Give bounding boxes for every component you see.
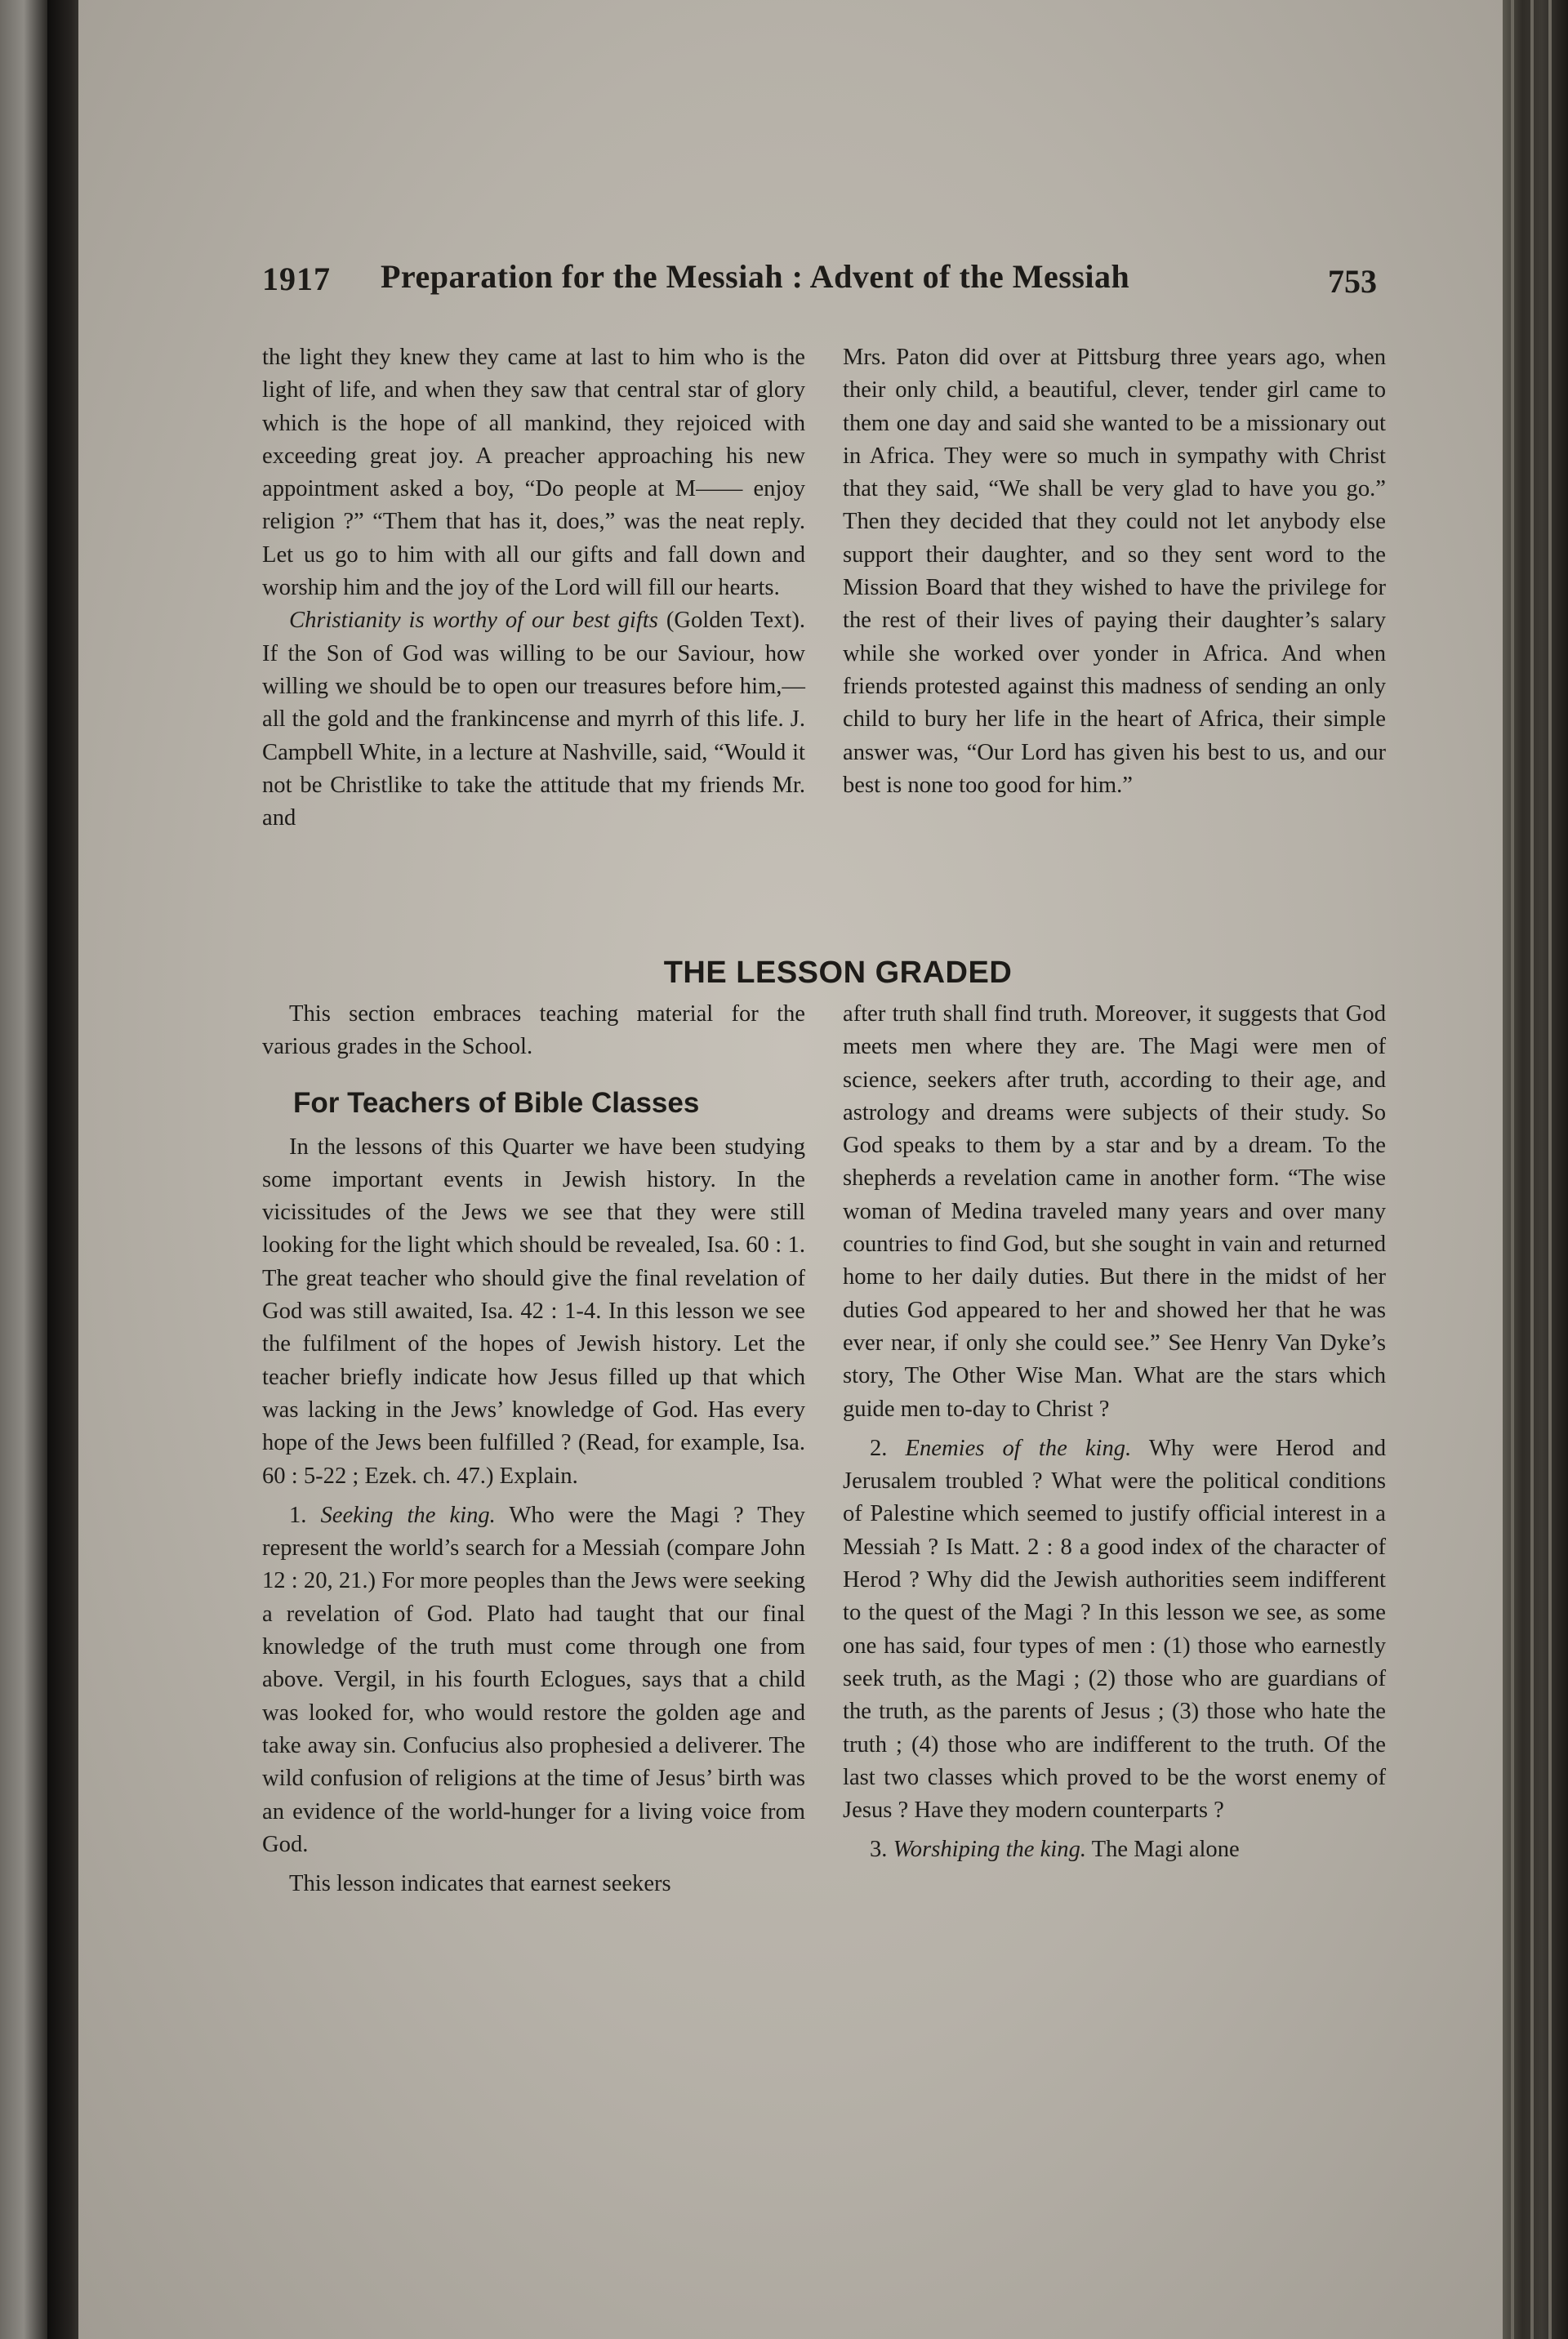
book-page xyxy=(78,0,1503,2339)
paragraph-gap xyxy=(262,1861,805,1868)
paragraph-text: Why were Herod and Jerusalem troubled ? What were the political conditions of Palestine which seemed to justify official interest in a Messiah ? Is Matt. 2 : 8 a good index of the character of Herod ? Why did the Jewish authorities seem indifferent to the quest of the Magi ? In this lesson we see, as some one has said, four types of men : (1) those who earnestly seek truth, as the Magi ; (2) those who are guardians of the truth, as the parents of Jesus ; (3) those who hate the truth ; (4) those who are indifferent to the truth. Of the last two classes which proved to be the worst enemy of Jesus ? Have they modern counterparts ? xyxy=(843,1435,1386,1824)
book-gutter xyxy=(47,0,82,2339)
item-number: 3. xyxy=(870,1837,893,1863)
page-stack-edge xyxy=(1503,0,1568,2339)
paragraph-text: (Golden Text). If the Son of God was willing to be our Saviour, how willing we should be to open our treasures before him,—all the gold and the frankincense and myrrh of this life. J. Campbell White, in a lecture at Nashville, said, “Would it not be Christlike to take the attitude that my friends Mr. and xyxy=(262,608,805,831)
subsection-title: For Teachers of Bible Classes xyxy=(293,1086,700,1119)
item-heading: Enemies of the king. xyxy=(905,1435,1132,1461)
paragraph xyxy=(843,1432,1386,1828)
bottom-right-column xyxy=(843,998,1386,1867)
page-edge-line xyxy=(1548,0,1552,2339)
paragraph-gap xyxy=(262,1493,805,1499)
facing-page-edge xyxy=(0,0,47,2339)
page-edge-line xyxy=(1511,0,1514,2339)
paragraph xyxy=(262,1499,805,1861)
paragraph-text: The Magi alone xyxy=(1086,1837,1240,1863)
paragraph: after truth shall find truth. Moreover, it suggests that God meets men where they are. The Magi were men of science, seekers after truth, according to their age, and astrology and dreams were subjects of their study. So God speaks to them by a star and by a dream. To the shepherds a revelation came in another form. “The wise woman of Medina traveled many years and over many countries to find God, but she sought in vain and returned home to her daily duties. But there in the midst of her duties God appeared to her and showed her that he was ever near, if only she could see.” See Henry Van Dyke’s story, The Other Wise Man. What are the stars which guide men to-day to Christ ? xyxy=(843,1001,1386,1422)
paragraph: the light they knew they came at last to him who is the light of life, and when they saw that central star of glory which is the hope of all mankind, they rejoiced with exceeding great joy. A preacher approaching his new appointment asked a boy, “Do people at M—— enjoy religion ?” “Them that has it, does,” was the neat reply. Let us go to him with all our gifts and fall down and worship him and the joy of the Lord will fill our hearts. xyxy=(262,345,805,601)
paragraph: Mrs. Paton did over at Pittsburg three years ago, when their only child, a beautiful, clever, tender girl came to them one day and said she wanted to be a missionary out in Africa. They were so much in sympathy with Christ that they said, “We shall be very glad to have you go.” Then they decided that they could not let anybody else support their daughter, and so they sent word to the Mission Board that they wished to have the privilege for the rest of their lives of paying their daughter’s salary while she worked over yonder in Africa. And when friends protested against this madness of sending an only child to bury her life in the heart of Africa, their simple answer was, “Our Lord has given his best to us, and our best is none too good for him.” xyxy=(843,345,1386,798)
running-head xyxy=(185,253,1385,310)
section-heading: THE LESSON GRADED xyxy=(663,956,1013,990)
paragraph: In the lessons of this Quarter we have been studying some important events in Jewish history. In the vicissitudes of the Jews we see that they were still looking for the light which should be revealed, Isa. 60 : 1. The great teacher who should give the final revelation of God was still awaited, Isa. 42 : 1-4. In this lesson we see the fulfilment of the hopes of Jewish history. Let the teacher briefly indicate how Jesus filled up that which was lacking in the Jews’ knowledge of God. Has every hope of the Jews been fulfilled ? (Read, for example, Isa. 60 : 5-22 ; Ezek. ch. 47.) Explain. xyxy=(262,1134,805,1489)
paragraph: This lesson indicates that earnest seekers xyxy=(289,1871,671,1897)
running-head-title: Preparation for the Messiah : Advent of the Messiah xyxy=(381,258,1130,295)
golden-text-emphasis: Christianity is worthy of our best gifts xyxy=(289,608,658,634)
paragraph-gap xyxy=(843,1426,1386,1432)
bottom-left-column xyxy=(262,998,805,1900)
paragraph-text: Who were the Magi ? They represent the world’s search for a Messiah (compare John 12 : 20, 21.) For more peoples than the Jews were seeking a revelation of God. Plato had taught that our final knowledge of the truth must come through one from above. Vergil, in his fourth Eclogues, says that a child was looked for, who would restore the golden age and take away sin. Confucius also prophesied a deliverer. The wild confusion of religions at the time of Jesus’ birth was an evidence of the world-hunger for a living voice from God. xyxy=(262,1502,805,1857)
running-head-year: 1917 xyxy=(262,261,331,297)
item-number: 2. xyxy=(870,1435,906,1461)
intro-paragraph: This section embraces teaching material for the various grades in the School. xyxy=(262,1001,805,1060)
paragraph xyxy=(843,1833,1386,1866)
item-number: 1. xyxy=(289,1502,321,1528)
item-heading: Seeking the king. xyxy=(320,1502,496,1528)
paragraph-gap xyxy=(843,1827,1386,1833)
item-heading: Worshiping the king. xyxy=(893,1837,1087,1863)
paragraph xyxy=(262,604,805,835)
page-number: 753 xyxy=(1328,263,1377,300)
top-right-column xyxy=(843,341,1386,802)
top-left-column xyxy=(262,341,805,835)
page-edge-line xyxy=(1530,0,1534,2339)
